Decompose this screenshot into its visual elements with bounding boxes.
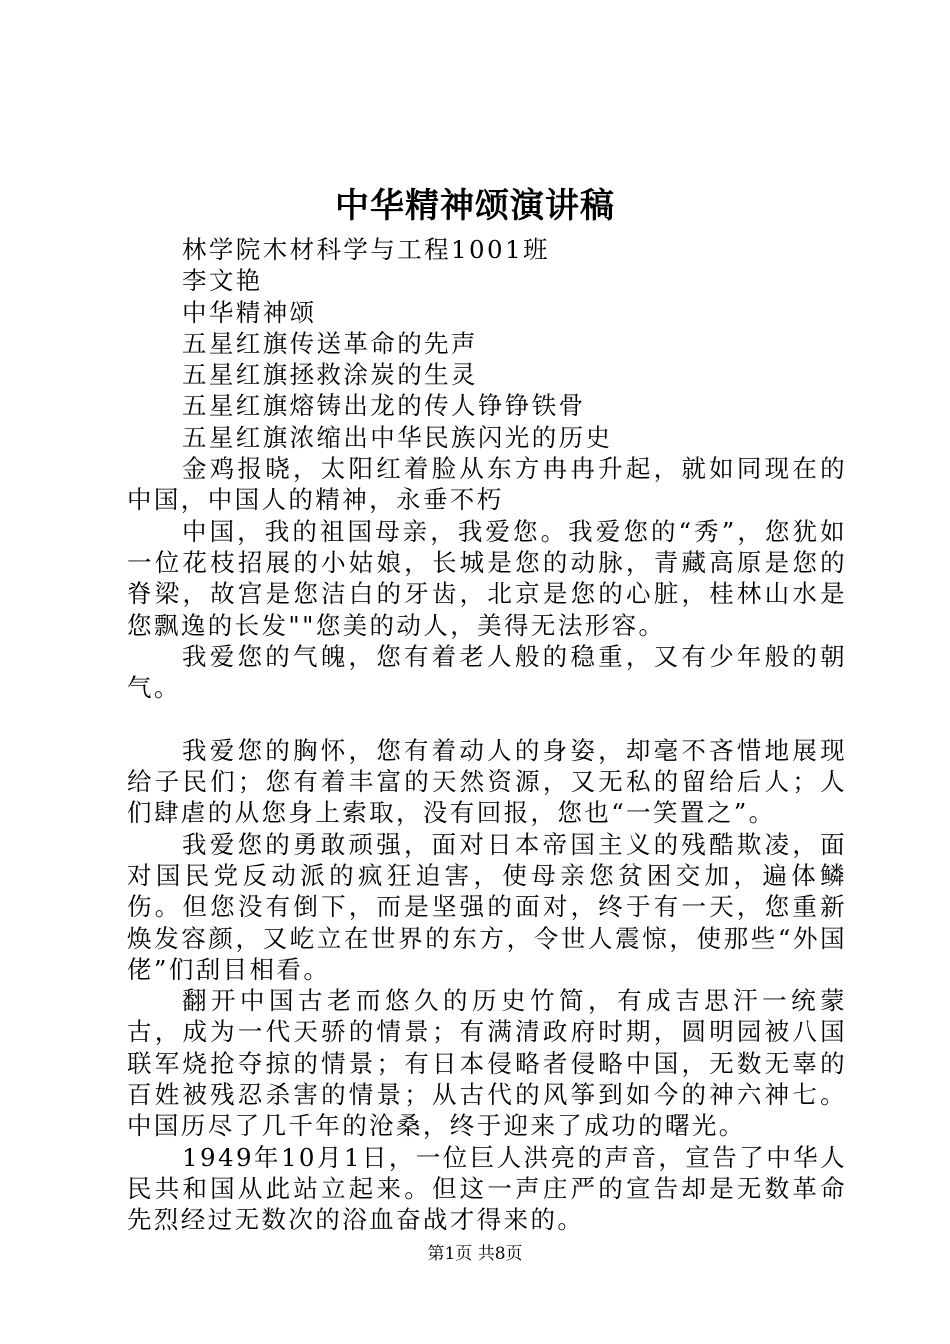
paragraph: 中国，我的祖国母亲，我爱您。我爱您的“秀”，您犹如一位花枝招展的小姑娘，长城是您的动脉，青藏高原是您的脊梁，故宫是您洁白的牙齿，北京是您的心脏，桂林山水是您飘逸的长发""您美的动人，美得无法形容。	[127, 516, 847, 640]
page-footer: 第1页 共8页	[427, 1244, 523, 1264]
paragraph: 1949年10月1日，一位巨人洪亮的声音，宣告了中华人民共和国从此站立起来。但这一声庄严的宣告却是无数革命先烈经过无数次的浴血奋战才得来的。	[127, 1142, 847, 1235]
class-line: 林学院木材科学与工程1001班	[182, 235, 550, 264]
author-line: 李文艳	[182, 266, 263, 296]
paragraph: 翻开中国古老而悠久的历史竹简，有成吉思汗一统蒙古，成为一代天骄的情景；有满清政府时期，圆明园被八国联军烧抢夺掠的情景；有日本侵略者侵略中国，无数无辜的百姓被残忍杀害的情景；从古代的风筝到如今的神六神七。中国历尽了几千年的沧桑，终于迎来了成功的曙光。	[127, 986, 847, 1141]
paragraph: 金鸡报晓，太阳红着脸从东方冉冉升起，就如同现在的中国，中国人的精神，永垂不朽	[127, 454, 847, 515]
paragraph: 我爱您的勇敢顽强，面对日本帝国主义的残酷欺凌，面对国民党反动派的疯狂迫害，使母亲您贫困交加，遍体鳞伤。但您没有倒下，而是坚强的面对，终于有一天，您重新焕发容颜，又屹立在世界的东方，令世人震惊，使那些“外国佬”们刮目相看。	[127, 829, 847, 984]
paragraph-spacer	[127, 703, 847, 734]
speech-title-line: 中华精神颂	[182, 297, 317, 327]
poem-line: 五星红旗拯救涂炭的生灵	[182, 360, 478, 390]
poem-line: 五星红旗浓缩出中华民族闪光的历史	[182, 422, 613, 452]
poem-line: 五星红旗传送革命的先声	[182, 328, 478, 358]
paragraph: 我爱您的气魄，您有着老人般的稳重，又有少年般的朝气。	[127, 641, 847, 703]
document-body	[127, 234, 847, 1236]
document-title: 中华精神颂演讲稿	[335, 186, 615, 226]
paragraph: 我爱您的胸怀，您有着动人的身姿，却毫不吝惜地展现给子民们；您有着丰富的天然资源，又无私的留给后人；人们肆虐的从您身上索取，没有回报，您也“一笑置之”。	[127, 735, 847, 828]
poem-line: 五星红旗熔铸出龙的传人铮铮铁骨	[182, 391, 586, 421]
